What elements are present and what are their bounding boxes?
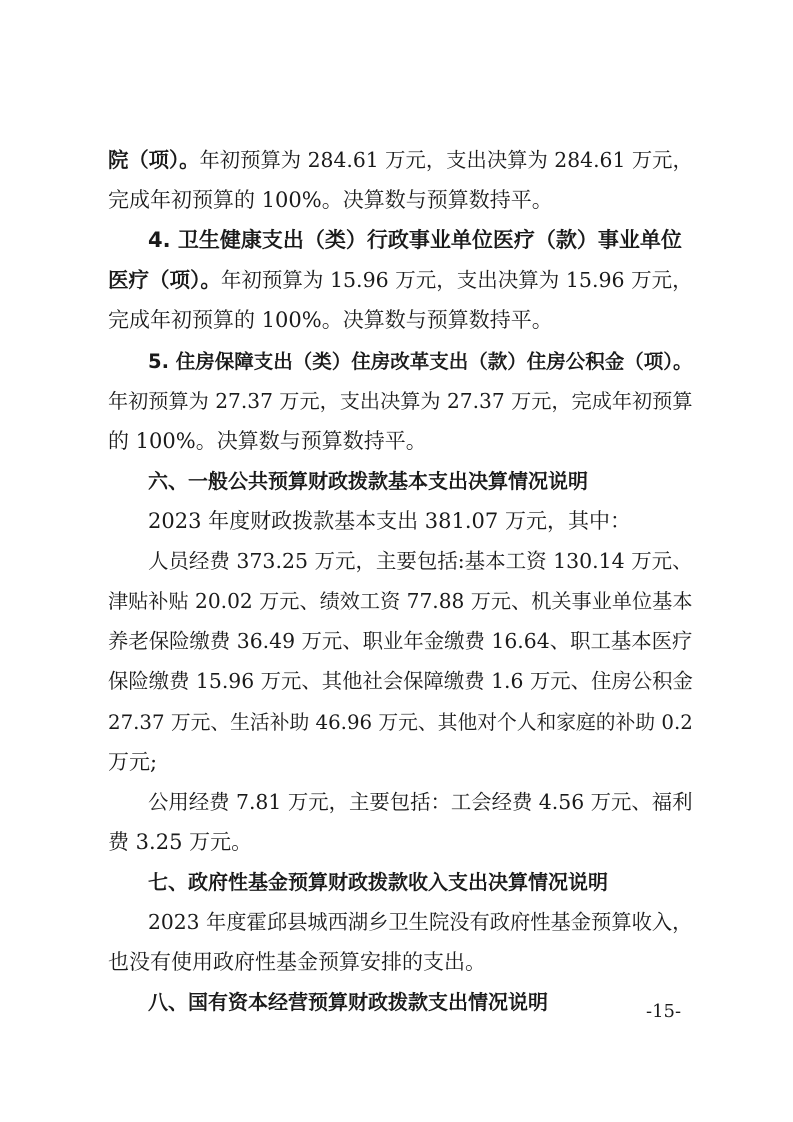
section6-heading: 六、一般公共预算财政拨款基本支出决算情况说明: [148, 468, 588, 493]
personnel-line-1: [0, 543, 793, 579]
section7-line-2: [0, 944, 793, 980]
section8-heading: 八、国有资本经营预算财政拨款支出情况说明: [148, 990, 548, 1015]
item3-text-1: 年初预算为 284.61 万元，支出决算为 284.61 万元，: [199, 148, 693, 172]
public-text-1: 公用经费 7.81 万元，主要包括：工会经费 4.56 万元、福利: [148, 789, 693, 814]
personnel-line-3: [0, 623, 793, 659]
item5-line-3: [0, 423, 793, 459]
item4-text-1: 年初预算为 15.96 万元，支出决算为 15.96 万元，: [220, 268, 693, 293]
item3-text-2: 完成年初预算的 100%。决算数与预算数持平。: [108, 188, 553, 213]
item3-line-1: [0, 142, 793, 178]
item4-title-1: 4. 卫生健康支出（类）行政事业单位医疗（款）事业单位: [148, 228, 682, 253]
section7-line-1: [0, 904, 793, 940]
item3-line-2: [0, 182, 793, 218]
item4-title-2: 医疗（项）。: [108, 268, 221, 293]
section6-intro: 2023 年度财政拨款基本支出 381.07 万元，其中：: [148, 508, 631, 533]
item5-title-line: [0, 343, 793, 379]
personnel-line-4: [0, 663, 793, 699]
item5-text-1: 年初预算为 27.37 万元，支出决算为 27.37 万元，完成年初预算: [108, 388, 693, 413]
item4-text-2: 完成年初预算的 100%。决算数与预算数持平。: [108, 308, 553, 333]
personnel-text-2: 津贴补贴 20.02 万元、绩效工资 77.88 万元、机关事业单位基本: [108, 589, 693, 614]
section6-intro-line: [0, 503, 793, 539]
personnel-line-6: [0, 744, 793, 780]
section7-text-2: 也没有使用政府性基金预算安排的支出。: [108, 950, 486, 975]
personnel-text-1: 人员经费 373.25 万元，主要包括:基本工资 130.14 万元、: [148, 549, 693, 574]
public-line-2: [0, 824, 793, 860]
item5-text-2: 的 100%。决算数与预算数持平。: [108, 428, 427, 453]
page-number: -15-: [646, 1001, 682, 1022]
item5-line-2: [0, 383, 793, 419]
personnel-text-6: 万元;: [108, 749, 158, 774]
public-line-1: [0, 784, 793, 820]
section7-text-1: 2023 年度霍邱县城西湖乡卫生院没有政府性基金预算收入，: [148, 910, 693, 935]
public-text-2: 费 3.25 万元。: [108, 829, 253, 854]
item5-title: 5. 住房保障支出（类）住房改革支出（款）住房公积金（项）。: [148, 349, 693, 373]
section6-heading-line: [0, 463, 793, 499]
personnel-text-3: 养老保险缴费 36.49 万元、职业年金缴费 16.64、职工基本医疗: [108, 629, 693, 654]
personnel-line-2: [0, 583, 793, 619]
item4-line-2: [0, 262, 793, 298]
section7-heading-line: [0, 864, 793, 900]
personnel-text-4: 保险缴费 15.96 万元、其他社会保障缴费 1.6 万元、住房公积金: [108, 669, 693, 694]
item4-line-3: [0, 302, 793, 338]
personnel-text-5: 27.37 万元、生活补助 46.96 万元、其他对个人和家庭的补助 0.2: [108, 710, 693, 734]
item3-title-tail: 院（项）。: [108, 148, 200, 172]
item4-title-line-1: [0, 222, 793, 258]
personnel-line-5: [0, 704, 793, 740]
section7-heading: 七、政府性基金预算财政拨款收入支出决算情况说明: [148, 869, 608, 894]
